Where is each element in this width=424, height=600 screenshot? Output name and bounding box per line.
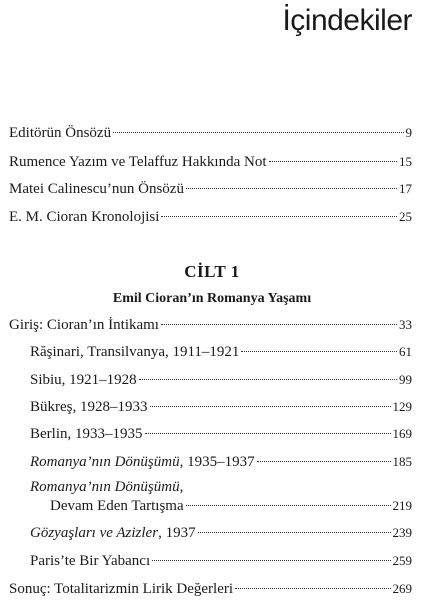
toc-entry-page: 9: [405, 125, 412, 140]
leader-dots: [139, 379, 397, 380]
leader-dots: [161, 324, 397, 325]
toc-entry-editors-preface[interactable]: [9, 124, 412, 142]
toc-entry-title-rest: , 1935–1937: [179, 454, 255, 470]
volume-subtitle: Emil Cioran’ın Romanya Yaşamı: [112, 291, 312, 306]
toc-entry-label: Sibiu, 1921–1928: [30, 372, 137, 388]
toc-entry-page: 219: [392, 497, 412, 513]
toc-entry-label: Paris’te Bir Yabancı: [30, 553, 151, 569]
toc-entry-page: 61: [399, 344, 412, 359]
toc-entry-transfiguration-debate[interactable]: [30, 478, 412, 516]
toc-entry-bucharest[interactable]: [30, 398, 412, 416]
toc-entry-page: 33: [399, 317, 412, 332]
toc-entry-title-rest: , 1937: [158, 525, 196, 541]
toc-entry-rasinari[interactable]: [30, 343, 412, 361]
toc-entry-label: Devam Eden Tartışma: [50, 497, 184, 514]
leader-dots: [145, 433, 391, 434]
toc-entry-label: Giriş: Cioran’ın İntikamı: [9, 317, 159, 333]
toc-entry-page: 185: [392, 454, 412, 469]
toc-entry-page: 269: [392, 581, 412, 596]
toc-entry-conclusion[interactable]: [9, 580, 412, 598]
leader-dots: [269, 161, 398, 162]
leader-dots: [113, 132, 403, 133]
leader-dots: [152, 560, 390, 561]
leader-dots: [161, 216, 397, 217]
toc-entry-line2: [30, 497, 412, 516]
toc-entry-label: Rumence Yazım ve Telaffuz Hakkında Not: [9, 154, 267, 170]
toc-entry-label: Răşinari, Transilvanya, 1911–1921: [30, 344, 240, 360]
toc-entry-label: Berlin, 1933–1935: [30, 426, 143, 442]
toc-entry-page: 239: [392, 525, 412, 540]
toc-entry-page: 169: [392, 426, 412, 441]
toc-entry-transfiguration[interactable]: [30, 453, 412, 471]
leader-dots: [150, 406, 391, 407]
toc-entry-label: Sonuç: Totalitarizmin Lirik Değerleri: [9, 581, 234, 597]
toc-entry-page: 259: [392, 553, 412, 568]
toc-entry-berlin[interactable]: [30, 425, 412, 443]
toc-entry-page: 17: [399, 181, 412, 196]
toc-entry-page: 99: [399, 372, 412, 387]
volume-title: CİLT 1: [184, 262, 240, 281]
toc-entry-page: 129: [392, 399, 412, 414]
toc-entry-page: 25: [399, 209, 412, 224]
toc-entry-tears-and-saints[interactable]: [30, 524, 412, 542]
page-title: İçindekiler: [282, 4, 412, 37]
toc-entry-sibiu[interactable]: [30, 371, 412, 389]
toc-entry-label: Matei Calinescu’nun Önsözü: [9, 181, 184, 197]
toc-entry-title-italic: Gözyaşları ve Azizler: [30, 525, 159, 541]
toc-entry-label: [30, 453, 255, 471]
toc-entry-title-italic: Romanya’nın Dönüşümü: [30, 479, 180, 495]
toc-entry-page: 15: [399, 154, 412, 169]
leader-dots: [186, 188, 397, 189]
toc-entry-line1: [30, 478, 412, 497]
leader-dots: [235, 588, 390, 589]
toc-entry-stranger-in-paris[interactable]: [30, 552, 412, 570]
toc-entry-title-rest: ,: [179, 479, 184, 495]
leader-dots: [198, 532, 391, 533]
toc-entry-label: Editörün Önsözü: [9, 125, 112, 141]
leader-dots: [241, 351, 397, 352]
toc-entry-label: Bükreş, 1928–1933: [30, 399, 148, 415]
toc-entry-chronology[interactable]: [9, 208, 412, 226]
toc-entry-spelling-note[interactable]: [9, 153, 412, 171]
toc-entry-title-italic: Romanya’nın Dönüşümü: [30, 454, 180, 470]
toc-entry-introduction[interactable]: [9, 316, 412, 334]
toc-entry-label: E. M. Cioran Kronolojisi: [9, 209, 160, 225]
leader-dots: [257, 461, 391, 462]
toc-entry-calinescu-preface[interactable]: [9, 180, 412, 198]
toc-entry-label: [30, 524, 196, 542]
leader-dots: [186, 505, 391, 506]
